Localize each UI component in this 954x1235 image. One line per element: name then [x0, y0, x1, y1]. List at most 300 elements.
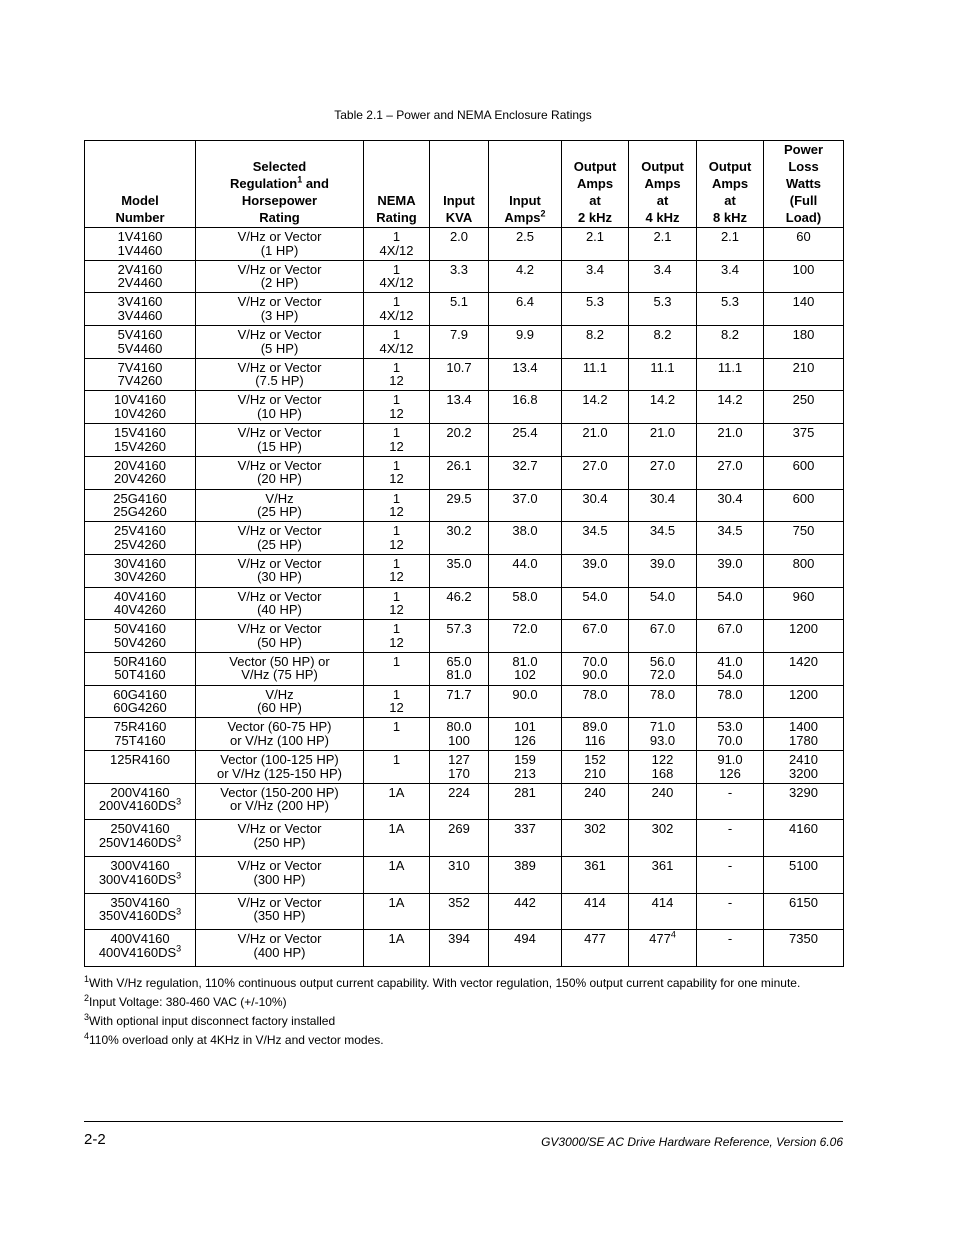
cell-watts	[764, 820, 844, 857]
cell-line: 4.2	[515, 261, 535, 277]
cell-line: V/Hz	[265, 686, 294, 702]
cell-line: 5.3	[653, 294, 672, 310]
header-line: Output	[641, 159, 684, 174]
cell-kva	[430, 652, 489, 685]
cell-out4	[629, 456, 697, 489]
footnote-ref: 3	[176, 943, 182, 954]
table-row	[85, 930, 844, 967]
cell-model	[85, 260, 196, 293]
cell-out2	[562, 893, 629, 930]
cell-line: 12	[389, 405, 404, 421]
cell-watts	[764, 260, 844, 293]
cell-out2	[562, 652, 629, 685]
cell-line: V/Hz or Vector	[237, 457, 322, 473]
cell-line: 1	[392, 229, 401, 244]
cell-line: 7.9	[449, 327, 469, 343]
cell-line: 2.5	[515, 229, 535, 244]
cell-line: 12	[389, 634, 404, 650]
cell-line: 30.4	[717, 490, 743, 506]
cell-watts	[764, 893, 844, 930]
cell-line: 12	[389, 700, 404, 716]
cell-line: 3200	[789, 765, 818, 781]
footnotes	[84, 974, 884, 1050]
cell-line: 67.0	[649, 621, 676, 637]
cell-nema	[364, 554, 430, 587]
footnote-mark: 4	[84, 1031, 90, 1041]
cell-regulation	[196, 522, 364, 555]
cell-model	[85, 522, 196, 555]
cell-line: or V/Hz (100 HP)	[230, 732, 329, 748]
cell-line: 11.1	[582, 359, 608, 375]
cell-line: 21.0	[582, 425, 608, 441]
header-line: at	[589, 193, 601, 208]
footnote-ref: 4	[670, 930, 676, 941]
cell-line: 6.4	[515, 294, 535, 310]
table-row	[85, 391, 844, 424]
cell-line: 12	[389, 536, 404, 552]
cell-watts	[764, 424, 844, 457]
table-row	[85, 293, 844, 326]
header-line: 2 kHz	[578, 210, 612, 225]
cell-line: 8.2	[585, 327, 605, 343]
cell-watts	[764, 857, 844, 894]
column-header	[764, 141, 844, 228]
cell-line: 4160	[789, 821, 818, 837]
cell-out4	[629, 489, 697, 522]
cell-line: (7.5 HP)	[255, 373, 304, 389]
header-line: Load)	[785, 210, 822, 225]
cell-line: 1780	[789, 732, 818, 748]
cell-out4	[629, 554, 697, 587]
cell-line: 122	[651, 752, 674, 767]
cell-watts	[764, 358, 844, 391]
cell-line: 50R4160	[113, 653, 167, 669]
cell-nema	[364, 820, 430, 857]
cell-line: 60	[796, 229, 811, 244]
cell-out8	[697, 228, 764, 261]
cell-out4	[629, 893, 697, 930]
cell-amps	[489, 522, 562, 555]
cell-regulation	[196, 718, 364, 751]
cell-line: 25V4260	[113, 536, 167, 552]
cell-line: 100	[792, 261, 815, 277]
footnote: $^4$110% overload only at 4KHz in V/Hz and vector modes.	[84, 1031, 384, 1047]
cell-out8	[697, 391, 764, 424]
cell-regulation	[196, 652, 364, 685]
cell-line: 81.0	[512, 653, 538, 669]
cell-out4	[629, 522, 697, 555]
cell-line: (250 HP)	[253, 834, 306, 850]
cell-amps	[489, 326, 562, 359]
cell-line: 1	[392, 621, 401, 637]
cell-regulation	[196, 424, 364, 457]
header-line: NEMA	[377, 193, 416, 208]
cell-line: or V/Hz (200 HP)	[230, 798, 329, 814]
cell-line: 1A	[388, 931, 405, 947]
cell-out4	[629, 620, 697, 653]
cell-line: 750	[792, 523, 815, 539]
cell-kva	[430, 620, 489, 653]
cell-line: (400 HP)	[253, 944, 306, 960]
cell-line: 20.2	[446, 425, 472, 441]
cell-line: 75R4160	[113, 719, 167, 735]
cell-out8	[697, 522, 764, 555]
cell-model	[85, 893, 196, 930]
table-row	[85, 554, 844, 587]
header-line: (Full	[789, 193, 818, 208]
cell-line: 2.1	[653, 229, 672, 244]
cell-line: 1V4460	[117, 242, 163, 258]
cell-out2	[562, 930, 629, 967]
cell-line: 40V4260	[113, 602, 167, 618]
cell-line: (300 HP)	[253, 871, 306, 887]
cell-line: 58.0	[512, 588, 538, 604]
cell-watts	[764, 685, 844, 718]
header-line: Watts	[786, 176, 821, 191]
cell-out4	[629, 930, 697, 967]
table-row	[85, 228, 844, 261]
header-line: Power	[783, 142, 823, 157]
cell-line: 250V4160	[110, 821, 170, 837]
column-header	[430, 141, 489, 228]
cell-line: 7V4260	[117, 373, 163, 389]
cell-line: -	[727, 821, 733, 837]
cell-line: 1	[392, 457, 401, 473]
cell-regulation	[196, 358, 364, 391]
cell-line: 8.2	[653, 327, 672, 343]
cell-line: V/Hz or Vector	[237, 858, 322, 874]
cell-regulation	[196, 489, 364, 522]
cell-watts	[764, 652, 844, 685]
cell-watts	[764, 930, 844, 967]
table-row	[85, 893, 844, 930]
cell-watts	[764, 489, 844, 522]
cell-line: 4X/12	[379, 307, 414, 323]
cell-nema	[364, 930, 430, 967]
header-line: Rating	[376, 210, 417, 225]
cell-line: 15V4260	[113, 438, 167, 454]
cell-line: 90.0	[512, 686, 538, 702]
cell-out4	[629, 260, 697, 293]
cell-kva	[430, 783, 489, 820]
cell-line: 240	[584, 784, 606, 800]
cell-out8	[697, 326, 764, 359]
cell-line: 361	[584, 858, 606, 874]
cell-line: 27.0	[649, 457, 676, 473]
table-row	[85, 522, 844, 555]
cell-line: (10 HP)	[257, 405, 302, 421]
table-row	[85, 620, 844, 653]
table-caption: Table 2.1 – Power and NEMA Enclosure Ratings	[334, 108, 592, 122]
cell-model	[85, 326, 196, 359]
header-line: Output	[708, 159, 752, 174]
cell-kva	[430, 326, 489, 359]
cell-line: 70.0	[717, 732, 743, 748]
cell-model	[85, 718, 196, 751]
cell-out2	[562, 391, 629, 424]
cell-kva	[430, 293, 489, 326]
cell-watts	[764, 751, 844, 784]
cell-out2	[562, 228, 629, 261]
table-row	[85, 456, 844, 489]
cell-line: 14.2	[582, 392, 608, 408]
cell-line: 494	[514, 931, 536, 947]
cell-line: 310	[448, 858, 470, 874]
table-row	[85, 751, 844, 784]
cell-out4	[629, 783, 697, 820]
footnote-ref: 3	[176, 833, 182, 844]
header-line: Loss	[788, 159, 819, 174]
cell-line: Vector (150-200 HP)	[220, 784, 339, 800]
cell-regulation	[196, 930, 364, 967]
cell-line: 2.1	[720, 229, 740, 244]
cell-out8	[697, 293, 764, 326]
cell-line: 93.0	[649, 732, 676, 748]
cell-out2	[562, 260, 629, 293]
cell-line: 1	[392, 327, 401, 343]
cell-line: 39.0	[717, 555, 743, 571]
cell-line: 2V4160	[117, 261, 163, 277]
cell-line: 78.0	[649, 686, 676, 702]
cell-line: 224	[448, 784, 470, 800]
cell-nema	[364, 424, 430, 457]
column-header	[629, 141, 697, 228]
cell-kva	[430, 358, 489, 391]
cell-line: 89.0	[582, 719, 608, 735]
cell-out8	[697, 620, 764, 653]
cell-line: 1200	[789, 686, 818, 702]
cell-watts	[764, 391, 844, 424]
cell-line: (25 HP)	[257, 504, 302, 519]
cell-line: V/Hz or Vector	[237, 392, 322, 408]
cell-line: 75T4160	[114, 732, 166, 748]
cell-nema	[364, 857, 430, 894]
cell-line: 400V4160	[110, 931, 170, 947]
cell-line: 300V4160	[110, 858, 170, 874]
cell-line: 414	[651, 894, 674, 910]
cell-kva	[430, 820, 489, 857]
cell-line: 90.0	[582, 667, 608, 683]
cell-line: 12	[389, 471, 404, 487]
cell-out2	[562, 718, 629, 751]
cell-line: V/Hz or Vector	[237, 821, 322, 837]
cell-line: $400V4160DS^3$	[98, 943, 182, 960]
cell-line: 3.4	[720, 261, 740, 277]
cell-line: -	[727, 858, 733, 874]
cell-nema	[364, 293, 430, 326]
cell-line: 1400	[789, 719, 818, 735]
cell-out8	[697, 685, 764, 718]
cell-line: 70.0	[582, 653, 608, 669]
cell-model	[85, 293, 196, 326]
cell-amps	[489, 893, 562, 930]
cell-amps	[489, 751, 562, 784]
cell-out4	[629, 424, 697, 457]
footnote-mark: 2	[84, 993, 90, 1003]
cell-nema	[364, 489, 430, 522]
cell-out2	[562, 489, 629, 522]
cell-line: 25G4160	[113, 490, 167, 506]
cell-amps	[489, 620, 562, 653]
cell-line: 29.5	[446, 490, 472, 506]
cell-line: 34.5	[582, 523, 608, 539]
cell-line: 3V4460	[117, 307, 163, 323]
cell-line: -	[727, 784, 733, 800]
cell-line: 12	[389, 373, 404, 389]
cell-line: 1	[392, 653, 401, 669]
cell-line: 7350	[789, 931, 818, 947]
cell-model	[85, 358, 196, 391]
cell-nema	[364, 358, 430, 391]
cell-line: 34.5	[717, 523, 743, 539]
cell-nema	[364, 620, 430, 653]
cell-line: $250V1460DS^3$	[98, 833, 182, 850]
cell-line: 67.0	[582, 621, 608, 637]
cell-nema	[364, 522, 430, 555]
cell-line: 13.4	[446, 392, 472, 408]
cell-line: 54.0	[649, 588, 676, 604]
cell-line: 180	[792, 327, 815, 343]
cell-out4	[629, 228, 697, 261]
cell-line: 361	[651, 858, 674, 874]
cell-kva	[430, 554, 489, 587]
cell-kva	[430, 228, 489, 261]
cell-line: 1420	[789, 653, 818, 669]
cell-out4	[629, 685, 697, 718]
cell-line: V/Hz or Vector	[237, 931, 322, 947]
cell-watts	[764, 326, 844, 359]
header-line: 8 kHz	[713, 210, 747, 225]
cell-line: 72.0	[649, 667, 676, 683]
cell-line: 1200	[789, 621, 818, 637]
footnote: $^2$Input Voltage: 380-460 VAC (+/-10%)	[84, 993, 287, 1009]
cell-line: 2410	[789, 752, 818, 767]
footnote: $^3$With optional input disconnect factory installed	[84, 1012, 336, 1028]
cell-model	[85, 554, 196, 587]
cell-line: 3.3	[449, 261, 469, 277]
header-line: Amps	[711, 176, 749, 191]
cell-out4	[629, 587, 697, 620]
cell-amps	[489, 424, 562, 457]
cell-line: 34.5	[649, 523, 676, 539]
cell-regulation	[196, 820, 364, 857]
cell-watts	[764, 228, 844, 261]
cell-line: 3.4	[585, 261, 605, 277]
cell-line: 3.4	[653, 261, 672, 277]
cell-line: 56.0	[649, 653, 676, 669]
cell-line: 80.0	[446, 719, 472, 735]
footnote-ref: 2	[540, 208, 546, 219]
cell-line: 8.2	[720, 327, 740, 343]
cell-line: 800	[792, 555, 815, 571]
cell-line: 1	[392, 261, 401, 277]
table-row	[85, 820, 844, 857]
cell-line: 30.2	[446, 523, 472, 539]
cell-line: (1 HP)	[260, 242, 299, 258]
cell-line: 50V4160	[113, 621, 167, 637]
cell-line: V/Hz or Vector	[237, 229, 322, 244]
cell-out4	[629, 820, 697, 857]
cell-regulation	[196, 326, 364, 359]
cell-line: 10.7	[446, 359, 472, 375]
cell-line: 152	[584, 752, 606, 767]
cell-out8	[697, 260, 764, 293]
header-line: Rating	[259, 210, 300, 225]
cell-line: $200V4160DS^3$	[98, 796, 182, 814]
table-row	[85, 783, 844, 820]
cell-line: 30.4	[649, 490, 676, 506]
cell-line: V/Hz or Vector	[237, 294, 322, 310]
cell-line: 16.8	[512, 392, 538, 408]
cell-line: 302	[651, 821, 674, 837]
cell-out2	[562, 857, 629, 894]
column-header	[364, 141, 430, 228]
cell-regulation	[196, 391, 364, 424]
table-row	[85, 260, 844, 293]
cell-watts	[764, 783, 844, 820]
page-number: 2-2	[84, 1131, 106, 1148]
cell-line: 26.1	[446, 457, 472, 473]
cell-model	[85, 783, 196, 820]
cell-line: 414	[584, 894, 606, 910]
cell-line: 101	[514, 719, 536, 735]
cell-line: 1	[392, 588, 401, 604]
cell-out8	[697, 893, 764, 930]
cell-line: 600	[792, 457, 815, 473]
cell-regulation	[196, 456, 364, 489]
cell-out8	[697, 783, 764, 820]
document-title: GV3000/SE AC Drive Hardware Reference, Version 6.06	[541, 1135, 843, 1149]
header-line: at	[656, 193, 669, 208]
table-body	[85, 228, 844, 967]
cell-regulation	[196, 783, 364, 820]
cell-amps	[489, 685, 562, 718]
cell-line: 25.4	[512, 425, 538, 441]
cell-line: $300V4160DS^3$	[98, 870, 182, 887]
cell-line: 3290	[789, 784, 818, 800]
cell-line: 3V4160	[117, 294, 163, 310]
cell-out8	[697, 652, 764, 685]
cell-line: 1	[392, 523, 401, 539]
cell-kva	[430, 857, 489, 894]
cell-line: 35.0	[446, 555, 472, 571]
cell-regulation	[196, 857, 364, 894]
cell-line: 477	[584, 931, 606, 947]
cell-out2	[562, 326, 629, 359]
cell-out2	[562, 358, 629, 391]
cell-kva	[430, 489, 489, 522]
cell-line: 1	[392, 490, 401, 506]
cell-line: 1A	[388, 858, 405, 874]
cell-line: 127	[448, 752, 470, 767]
cell-model	[85, 228, 196, 261]
cell-out2	[562, 424, 629, 457]
table-row	[85, 326, 844, 359]
cell-line: 4X/12	[379, 275, 414, 291]
cell-watts	[764, 293, 844, 326]
table-row	[85, 685, 844, 718]
cell-line: 170	[448, 765, 470, 781]
cell-out2	[562, 620, 629, 653]
cell-kva	[430, 751, 489, 784]
cell-line: 2.1	[585, 229, 605, 244]
footnote-ref: 1	[297, 174, 303, 185]
cell-line: V/Hz or Vector	[237, 327, 322, 343]
header-line: Input	[443, 193, 475, 208]
cell-amps	[489, 228, 562, 261]
cell-line: 27.0	[582, 457, 608, 473]
cell-out2	[562, 554, 629, 587]
